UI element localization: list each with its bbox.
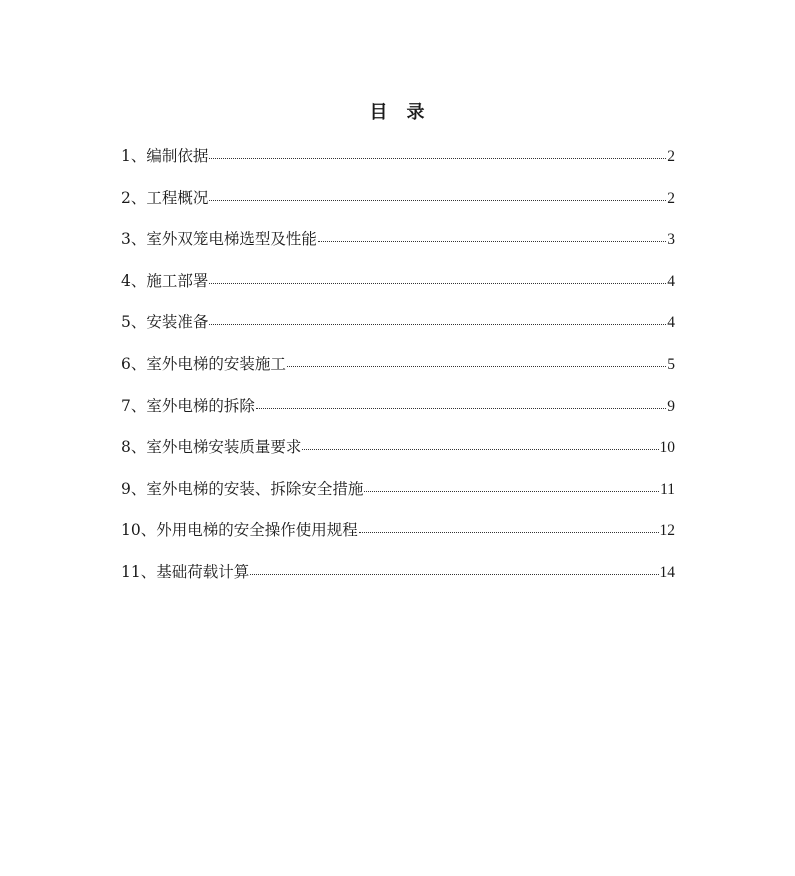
toc-entry-page: 9 [667, 397, 675, 415]
toc-entry-number: 6、 [121, 354, 147, 373]
toc-dot-leader [364, 478, 659, 494]
toc-entry-number: 10、 [121, 521, 157, 540]
toc-entry-page: 4 [667, 314, 675, 332]
toc-entry[interactable] [121, 395, 675, 437]
toc-title [0, 101, 795, 125]
toc-entry[interactable] [121, 436, 675, 478]
toc-entry-number: 7、 [121, 396, 147, 415]
toc-dot-leader [256, 395, 666, 411]
toc-entry-title: 编制依据 [146, 147, 209, 165]
toc-entry-page: 5 [667, 355, 675, 373]
toc-entry-number: 2、 [121, 188, 147, 207]
toc-dot-leader [209, 187, 666, 203]
toc-entry-title: 室外电梯的安装、拆除安全措施 [146, 479, 364, 498]
toc-title-char: 目 [369, 102, 389, 123]
toc-entry[interactable] [121, 228, 675, 270]
toc-dot-leader [287, 353, 666, 369]
toc-dot-leader [250, 561, 658, 577]
toc-entry[interactable] [121, 145, 675, 187]
toc-entry-title: 室外电梯的安装施工 [146, 354, 286, 373]
toc-dot-leader [209, 311, 666, 327]
toc-entry[interactable] [121, 311, 675, 353]
toc-entry-title: 安装准备 [146, 313, 209, 332]
toc-entry-title: 施工部署 [146, 271, 209, 290]
toc-entry-number: 3、 [121, 230, 147, 249]
toc-entry-page: 2 [667, 148, 675, 165]
toc-dot-leader [302, 436, 658, 452]
toc-entry-number: 11、 [121, 562, 157, 581]
toc-entry-title: 室外电梯的拆除 [146, 396, 255, 415]
toc-entry[interactable] [121, 478, 675, 520]
toc-entry-page: 4 [667, 272, 675, 290]
toc-entry[interactable] [121, 187, 675, 229]
toc-entry-page: 12 [659, 522, 675, 540]
toc-entry-number: 1、 [121, 147, 147, 165]
toc-dot-leader [209, 145, 666, 161]
toc-title-char: 录 [406, 102, 426, 123]
toc-entry-page: 14 [659, 563, 675, 581]
toc-entry-number: 4、 [121, 271, 147, 290]
toc-dot-leader [209, 270, 666, 286]
toc-entry-number: 5、 [121, 313, 147, 332]
toc-entry-title: 室外电梯安装质量要求 [146, 438, 302, 457]
toc-entry[interactable] [121, 270, 675, 312]
toc-entry-title: 室外双笼电梯选型及性能 [146, 230, 317, 249]
toc-entry[interactable] [121, 519, 675, 561]
toc-entry-title: 外用电梯的安全操作使用规程 [156, 521, 358, 540]
toc-dot-leader [318, 228, 666, 244]
toc-entry[interactable] [121, 561, 675, 603]
toc-dot-leader [359, 519, 659, 535]
toc-entry-number: 9、 [121, 479, 147, 498]
toc-entry-page: 10 [659, 439, 675, 457]
toc-entry-number: 8、 [121, 438, 147, 457]
toc-list [121, 145, 675, 603]
toc-entry-title: 基础荷载计算 [156, 562, 250, 581]
toc-entry[interactable] [121, 353, 675, 395]
toc-entry-page: 2 [667, 189, 675, 207]
toc-entry-page: 3 [667, 231, 675, 249]
toc-entry-title: 工程概况 [146, 188, 209, 207]
toc-entry-page: 11 [660, 480, 675, 498]
